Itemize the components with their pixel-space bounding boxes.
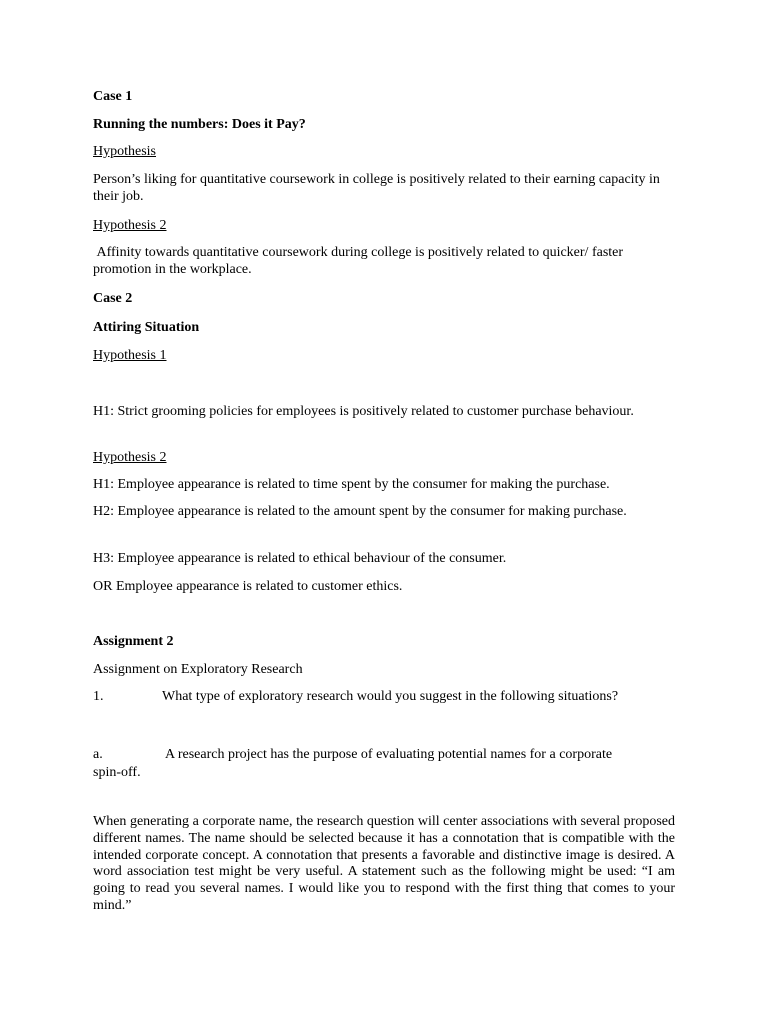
case2-title: Attiring Situation (93, 320, 200, 335)
assignment-subtitle: Assignment on Exploratory Research (93, 662, 303, 677)
case2-or: OR Employee appearance is related to customer ethics. (93, 579, 403, 594)
case1-hypothesis-label: Hypothesis (93, 144, 156, 159)
case2-h3: H3: Employee appearance is related to ethical behaviour of the consumer. (93, 551, 507, 566)
case1-hypothesis-text: Person’s liking for quantitative coursework in college is positively related to their earning capacity in their job. (93, 172, 660, 204)
case1-heading: Case 1 (93, 89, 133, 104)
question-1-text: What type of exploratory research would you suggest in the following situations? (162, 689, 619, 704)
question-a-number: a. (93, 747, 103, 762)
case2-heading: Case 2 (93, 291, 133, 306)
question-a-text-line1: A research project has the purpose of evaluating potential names for a corporate (165, 747, 613, 762)
case1-title: Running the numbers: Does it Pay? (93, 117, 306, 132)
answer-paragraph: When generating a corporate name, the research question will center associations with several proposed different names. The name should be selected because it has a connotation that is compatible with the intended corporate concept. A connotation that presents a favorable and distinctive image is desired. A word association test might be very useful. A statement such as the following might be used: “I am going to read you several names. I would like you to respond with the first thing that comes to your mind.” (93, 814, 675, 913)
case2-h2: H2: Employee appearance is related to the amount spent by the consumer for making purchase. (93, 504, 627, 519)
case2-hypothesis2-label: Hypothesis 2 (93, 450, 167, 465)
case2-h1: H1: Employee appearance is related to time spent by the consumer for making the purchase. (93, 477, 610, 492)
case2-hypothesis1-label: Hypothesis 1 (93, 348, 167, 363)
case1-hypothesis2-text: Affinity towards quantitative coursework during college is positively related to quicker/ faster promotion in the workplace. (93, 245, 627, 277)
question-a-text-line2: spin-off. (93, 765, 141, 780)
case1-hypothesis2-label: Hypothesis 2 (93, 218, 167, 233)
case2-hypothesis1-text: H1: Strict grooming policies for employees is positively related to customer purchase behaviour. (93, 404, 634, 419)
question-1-number: 1. (93, 689, 104, 704)
assignment-heading: Assignment 2 (93, 634, 174, 649)
